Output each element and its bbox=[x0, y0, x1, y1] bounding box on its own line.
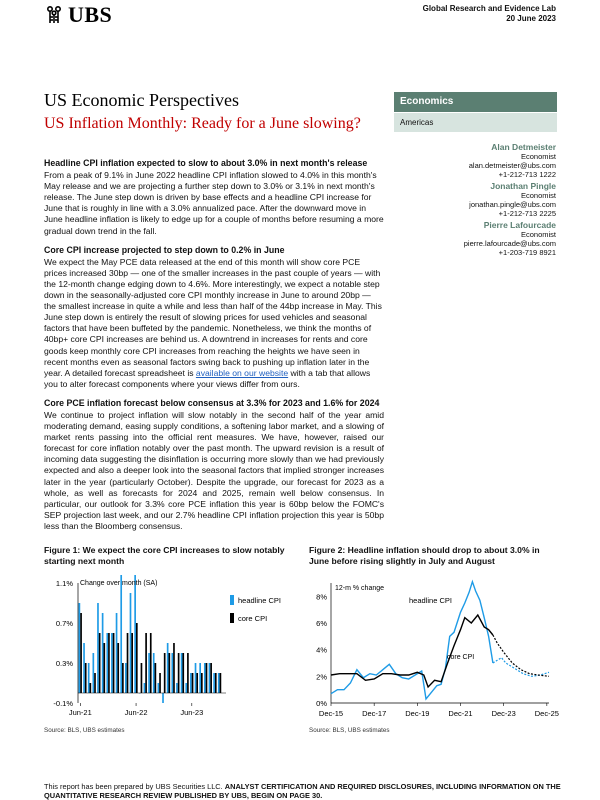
figure2-line-chart bbox=[309, 575, 565, 723]
x-tick-label: Dec-15 bbox=[318, 709, 344, 718]
bar-core bbox=[131, 633, 133, 693]
author-role: Economist bbox=[520, 230, 556, 239]
bar-core bbox=[85, 663, 87, 693]
bar-headline bbox=[209, 663, 211, 693]
author-phone: +1-212-713 2225 bbox=[498, 209, 556, 218]
figure2-title: Figure 2: Headline inflation should drop to about 3.0% in June before rising slightly in July and August bbox=[309, 545, 540, 566]
legend-core: core CPI bbox=[238, 614, 268, 623]
y-tick-label: -0.1% bbox=[53, 699, 73, 708]
bar-headline bbox=[185, 683, 187, 693]
bar-core bbox=[113, 633, 115, 693]
bar-headline bbox=[79, 603, 81, 693]
series-label-core: core CPI bbox=[447, 654, 475, 661]
bar-headline bbox=[218, 673, 220, 693]
bar-core bbox=[173, 643, 175, 693]
y-tick-label: 2% bbox=[316, 672, 327, 682]
bar-headline bbox=[204, 663, 206, 693]
bar-headline bbox=[134, 575, 136, 693]
author-role: Economist bbox=[520, 191, 556, 200]
bar-headline bbox=[120, 575, 122, 693]
bar-core bbox=[99, 633, 101, 693]
author-name: Pierre Lafourcade bbox=[483, 220, 556, 230]
bar-headline bbox=[97, 603, 99, 693]
bar-headline bbox=[102, 613, 104, 693]
y-tick-label: 6% bbox=[316, 619, 327, 628]
y-tick-label: 0.3% bbox=[55, 659, 73, 668]
region-label: Americas bbox=[394, 113, 557, 132]
bar-headline bbox=[162, 693, 164, 703]
author-name: Alan Detmeister bbox=[491, 142, 556, 152]
bar-core bbox=[94, 673, 96, 693]
bar-core bbox=[145, 633, 147, 693]
bar-headline bbox=[171, 653, 173, 693]
x-tick-label: Jun-22 bbox=[124, 708, 148, 717]
y-tick-label: 8% bbox=[316, 592, 327, 602]
bar-headline bbox=[83, 643, 85, 693]
figure1-source: Source: BLS, UBS estimates bbox=[44, 727, 125, 734]
header-meta bbox=[423, 4, 556, 24]
author-email[interactable]: pierre.lafourcade@ubs.com bbox=[463, 239, 556, 248]
author-email[interactable]: alan.detmeister@ubs.com bbox=[468, 161, 556, 170]
bar-core bbox=[220, 673, 222, 693]
bar-headline bbox=[144, 683, 146, 693]
x-tick-label: Dec-21 bbox=[448, 709, 473, 718]
bar-core bbox=[159, 673, 161, 693]
forecast-line-headline bbox=[493, 658, 549, 677]
page-title: US Economic Perspectives bbox=[44, 90, 239, 110]
bar-core bbox=[117, 643, 119, 693]
bar-headline bbox=[158, 683, 160, 693]
bar-core bbox=[168, 653, 170, 693]
x-tick-label: Dec-17 bbox=[362, 709, 387, 718]
footer-disclosure[interactable]: ANALYST CERTIFICATION AND REQUIRED DISCLOSURES, INCLUDING INFORMATION ON THE QUANTITATIVE RESEARCH REVIEW PUBLISHED BY UBS, BEGIN ON PAGE 30. bbox=[44, 782, 561, 800]
y-tick-label: 1.1% bbox=[55, 579, 73, 588]
ubs-logo bbox=[44, 2, 112, 28]
series-label-headline: headline CPI bbox=[409, 596, 452, 605]
main-content bbox=[44, 158, 556, 540]
section-paragraph bbox=[44, 257, 384, 390]
bar-core bbox=[90, 683, 92, 693]
chart-ylabel: 12-m % change bbox=[335, 585, 385, 592]
bar-headline bbox=[176, 683, 178, 693]
bar-core bbox=[150, 633, 152, 693]
forecast-line-core bbox=[493, 635, 549, 676]
figure1-title: Figure 1: We expect the core CPI increases to slow notably starting next month bbox=[44, 545, 285, 566]
author-email[interactable]: jonathan.pingle@ubs.com bbox=[469, 200, 556, 209]
legend-swatch-core bbox=[230, 613, 234, 623]
x-tick-label: Dec-23 bbox=[491, 709, 516, 718]
y-tick-label: 0.7% bbox=[55, 619, 73, 628]
bar-core bbox=[192, 673, 194, 693]
bar-headline bbox=[167, 643, 169, 693]
bar-core bbox=[103, 643, 105, 693]
report-date: 20 June 2023 bbox=[506, 14, 556, 23]
y-tick-label: 4% bbox=[316, 645, 327, 655]
bar-core bbox=[122, 663, 124, 693]
paragraph-text: with a tab that allows you to alter forecast components where your views differ from ours. bbox=[44, 367, 371, 389]
bar-core bbox=[136, 623, 138, 693]
bar-core bbox=[196, 673, 198, 693]
section-heading: Headline CPI inflation expected to slow to about 3.0% in next month's release bbox=[44, 158, 368, 168]
bar-core bbox=[215, 673, 217, 693]
x-tick-label: Dec-25 bbox=[534, 709, 559, 718]
bar-headline bbox=[148, 653, 150, 693]
disclosure-footer bbox=[44, 782, 564, 800]
bar-core bbox=[141, 663, 143, 693]
figure2-source: Source: BLS, UBS estimates bbox=[309, 727, 390, 734]
bar-headline bbox=[111, 633, 113, 693]
bar-core bbox=[201, 673, 203, 693]
bar-headline bbox=[153, 653, 155, 693]
bar-core bbox=[210, 663, 212, 693]
keys-icon bbox=[44, 5, 64, 25]
division-label: Global Research and Evidence Lab bbox=[422, 4, 556, 13]
figure1-bar-chart bbox=[44, 575, 300, 723]
author-phone: +1-203-719 8921 bbox=[498, 248, 556, 257]
footer-text: This report has been prepared by UBS Securities LLC. bbox=[44, 782, 223, 791]
bar-core bbox=[108, 633, 110, 693]
bar-headline bbox=[125, 663, 127, 693]
section-heading: Core CPI increase projected to step down to 0.2% in June bbox=[44, 244, 285, 255]
bar-core bbox=[206, 663, 208, 693]
x-tick-label: Jun-23 bbox=[180, 708, 204, 717]
bar-headline bbox=[199, 663, 201, 693]
section-label: Economics bbox=[394, 92, 557, 112]
x-tick-label: Jun-21 bbox=[68, 708, 92, 717]
logo-text: UBS bbox=[68, 2, 113, 27]
bar-core bbox=[127, 633, 129, 693]
bar-core bbox=[178, 653, 180, 693]
chart-ylabel: Change over month (SA) bbox=[80, 580, 158, 587]
bar-core bbox=[80, 613, 82, 693]
bar-headline bbox=[195, 663, 197, 693]
paragraph-text: We expect the May PCE data released at the end of this month will show core PCE prices increased 30bp — one of the smaller increases in the past couple of years — with the 12-month change edging down to 4.6%. More interestingly, we expect a notable step down in the seasonally-adjusted core CPI monthly increase in June to around 20bp — the smallest increase in quite a while and less than half of the 44bp increase in May. This June step down is entirely the result of slowing prices for used vehicles and seasonal factors that have been buffeted by the pandemic. Nonetheless, we think the months of 40bp+ core CPI increases are behind us. A downtrend in increases for rents and core goods keep monthly core CPI increases from reaching the heights we have seen in recent months even as seasonal factors swing back to pushing up inflation later in the year. A detailed forecast spreadsheet is bbox=[44, 256, 382, 378]
page-subtitle: US Inflation Monthly: Ready for a June slowing? bbox=[44, 115, 361, 132]
bar-headline bbox=[181, 653, 183, 693]
bar-headline bbox=[92, 653, 94, 693]
bar-headline bbox=[190, 673, 192, 693]
bar-headline bbox=[130, 593, 132, 693]
bar-headline bbox=[116, 613, 118, 693]
y-tick-label: 0% bbox=[316, 699, 327, 708]
legend-headline: headline CPI bbox=[238, 596, 281, 605]
section-paragraph: From a peak of 9.1% in June 2022 headline CPI inflation slowed to 4.0% in this month's May release and we are projecting a further step down to 3.0% or 3.1% in next month's release. The June step down is driven by base effects and a headline CPI increase for June that is roughly in line with a 3.0% annualized pace. After the downward move in June headline inflation is likely to edge up for a couple of months before resuming a more gradual down trend in the fall. bbox=[44, 170, 384, 236]
bar-core bbox=[164, 653, 166, 693]
x-tick-label: Dec-19 bbox=[405, 709, 430, 718]
author-phone: +1-212-713 1222 bbox=[498, 170, 556, 179]
bar-headline bbox=[213, 673, 215, 693]
bar-core bbox=[182, 653, 184, 693]
bar-headline bbox=[106, 633, 108, 693]
section-heading: Core PCE inflation forecast below consensus at 3.3% for 2023 and 1.6% for 2024 bbox=[44, 397, 380, 408]
bar-headline bbox=[88, 663, 90, 693]
website-link[interactable]: available on our website bbox=[195, 367, 289, 378]
bar-core bbox=[187, 653, 189, 693]
author-name: Jonathan Pingle bbox=[490, 181, 556, 191]
author-role: Economist bbox=[520, 152, 556, 161]
section-paragraph: We continue to project inflation will slow notably in the second half of the year amid moderating demand, easing supply conditions, a softening labor market, and a slowing of market rents passing into the official rent measures. We have, however, raised our forecast for core inflation notably over the past month. The upward revision is a result of incoming data suggesting the disinflation is occurring more slowly than we had previously expected and also a deeper look into the seasonal factors that implied stronger increases later in the year (particularly October). Despite the upgrade, our forecast for 2023 as a whole, as well as forecasts for 2024 and 2025, remain well below consensus. In particular, our outlook for 3.3% core PCE inflation this year is 60bp below the FOMC's SEP projection last week, and our 2.7% headline CPI inflation projection this year is 50bp less than the Bloomberg consensus. bbox=[44, 409, 384, 531]
bar-core bbox=[155, 663, 157, 693]
legend-swatch-headline bbox=[230, 595, 234, 605]
